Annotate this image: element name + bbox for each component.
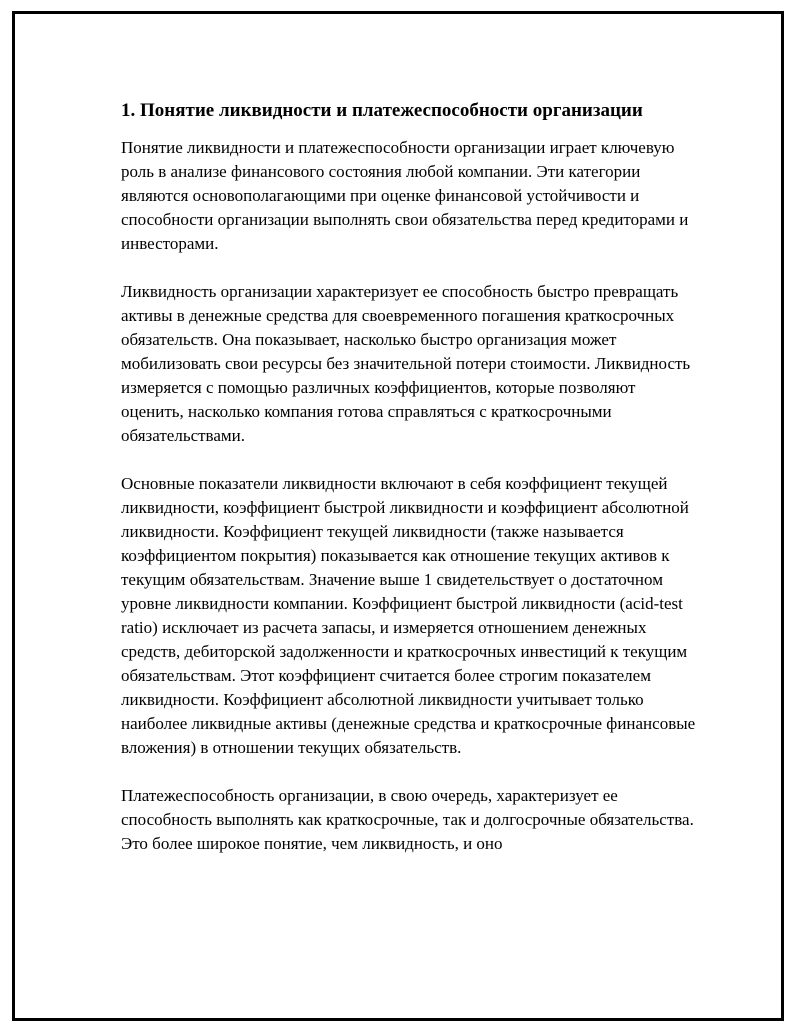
paragraph-liquidity-ratios: Основные показатели ликвидности включают в себя коэффициент текущей ликвидности, коэффициент быстрой ликвидности и коэффициент абсолютной ликвидности. Коэффициент текущей ликвидности (также называется коэффициентом покрытия) показывается как отношение текущих активов к текущим обязательствам. Значение выше 1 свидетельствует о достаточном уровне ликвидности компании. Коэффициент быстрой ликвидности (acid-test ratio) исключает из расчета запасы, и измеряется отношением денежных средств, дебиторской задолженности и краткосрочных инвестиций к текущим обязательствам. Этот коэффициент считается более строгим показателем ликвидности. Коэффициент абсолютной ликвидности учитывает только наиболее ликвидные активы (денежные средства и краткосрочные финансовые вложения) в отношении текущих обязательств.: [121, 474, 696, 757]
section-heading: 1. Понятие ликвидности и платежеспособности организации: [121, 100, 643, 121]
page-frame: [12, 11, 784, 1021]
paragraph-solvency: Платежеспособность организации, в свою очередь, характеризует ее способность выполнять как краткосрочные, так и долгосрочные обязательства. Это более широкое понятие, чем ликвидность, и оно: [121, 786, 694, 853]
paragraph-intro: Понятие ликвидности и платежеспособности организации играет ключевую роль в анализе финансового состояния любой компании. Эти категории являются основополагающими при оценке финансовой устойчивости и способности организации выполнять свои обязательства перед кредиторами и инвесторами.: [121, 138, 689, 253]
paragraph-liquidity: Ликвидность организации характеризует ее способность быстро превращать активы в денежные средства для своевременного погашения краткосрочных обязательств. Она показывает, насколько быстро организация может мобилизовать свои ресурсы без значительной потери стоимости. Ликвидность измеряется с помощью различных коэффициентов, которые позволяют оценить, насколько компания готова справляться с краткосрочными обязательствами.: [121, 282, 691, 445]
document-body: [121, 98, 701, 880]
